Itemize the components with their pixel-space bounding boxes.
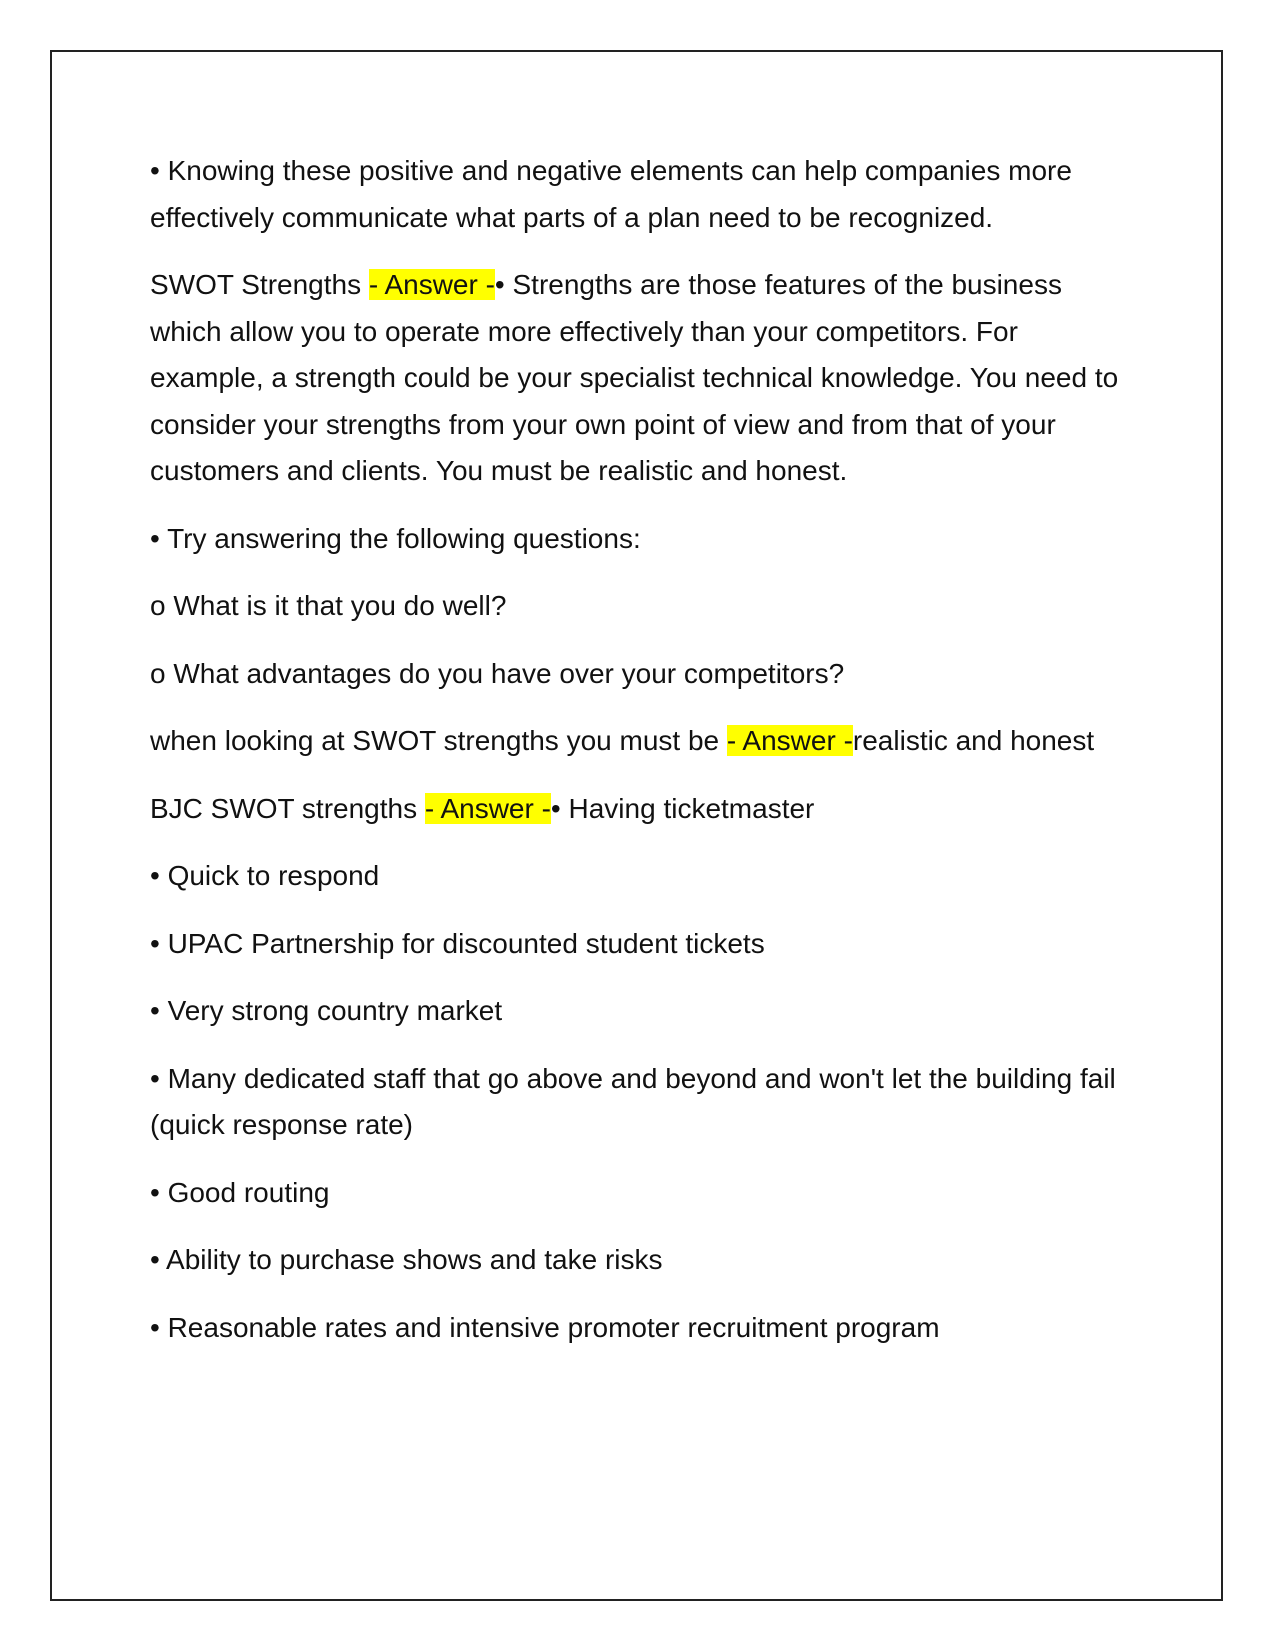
list-item-country-market	[150, 988, 1130, 1035]
paragraph-text: • Very strong country market	[150, 995, 503, 1026]
paragraph-text: • Ability to purchase shows and take risks	[150, 1244, 663, 1275]
list-item-upac-partnership	[150, 921, 1130, 968]
list-item-quick-to-respond	[150, 853, 1130, 900]
answer-highlight: - Answer -	[726, 725, 853, 756]
paragraph-text: • Try answering the following questions:	[150, 522, 641, 554]
paragraph-text: o What is it that you do well?	[150, 590, 507, 621]
answer-text: realistic and honest	[852, 725, 1095, 756]
paragraph-text: • Reasonable rates and intensive promoter recruitment program	[150, 1311, 940, 1343]
paragraph-realistic-honest	[150, 718, 1130, 765]
paragraph-bjc-swot-strengths	[150, 786, 1130, 833]
paragraph-positive-negative-elements	[150, 148, 1130, 241]
question-text: SWOT Strengths	[150, 269, 369, 300]
paragraph-do-well	[150, 583, 1130, 630]
answer-highlight: - Answer -	[368, 269, 495, 300]
document-body	[150, 148, 1130, 1372]
answer-text: • Having ticketmaster	[550, 792, 815, 824]
list-item-dedicated-staff	[150, 1056, 1130, 1149]
paragraph-text: • UPAC Partnership for discounted student tickets	[150, 927, 765, 959]
answer-text: • Strengths are those features of the business which allow you to operate more effectively than your competitors. For example, a strength could be your specialist technical knowledge. You need to consider your strengths from your own point of view and from that of your customers and clients. You must be realistic and honest.	[150, 269, 1119, 486]
paragraph-text: • Good routing	[150, 1176, 330, 1208]
question-text: BJC SWOT strengths	[150, 792, 425, 824]
paragraph-text: • Knowing these positive and negative elements can help companies more effectively communicate what parts of a plan need to be recognized.	[150, 155, 1072, 233]
paragraph-text: • Many dedicated staff that go above and beyond and won't let the building fail (quick response rate)	[150, 1062, 1116, 1140]
paragraph-swot-strengths	[150, 262, 1130, 495]
list-item-reasonable-rates	[150, 1305, 1130, 1352]
paragraph-text: • Quick to respond	[150, 860, 380, 891]
paragraph-try-answering	[150, 516, 1130, 563]
list-item-good-routing	[150, 1170, 1130, 1217]
list-item-purchase-shows	[150, 1237, 1130, 1284]
question-text: when looking at SWOT strengths you must be	[150, 725, 727, 756]
answer-highlight: - Answer -	[424, 792, 551, 824]
paragraph-advantages	[150, 651, 1130, 698]
paragraph-text: o What advantages do you have over your competitors?	[150, 657, 845, 689]
